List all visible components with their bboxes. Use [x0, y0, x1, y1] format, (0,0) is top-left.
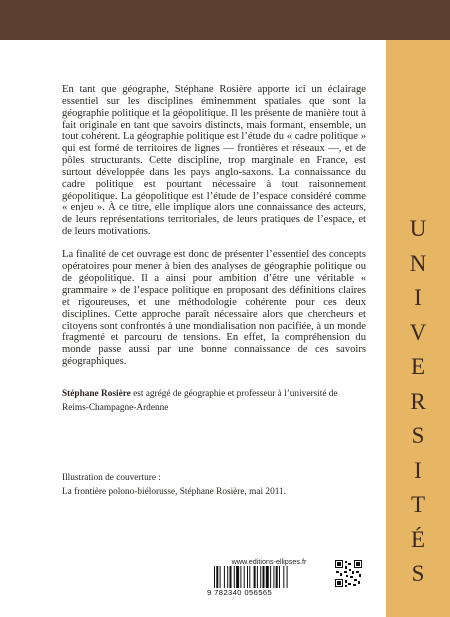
series-letter: S [411, 423, 425, 448]
illustration-heading: Illustration de couverture : [62, 473, 161, 483]
series-letter: V [409, 319, 427, 345]
author-note [62, 388, 366, 415]
series-title-vertical [386, 212, 450, 592]
series-letter: E [410, 354, 426, 379]
series-letter: S [411, 561, 425, 586]
isbn-barcode [214, 566, 324, 588]
series-letter: U [409, 216, 427, 241]
back-cover-blurb [62, 84, 366, 368]
blurb-paragraph: La finalité de cet ouvrage est donc de présenter l’essentiel des concepts opératoires pour mener à bien des analyses de géographie politique ou de géopolitique. Il a ainsi pour ambition d’être une véritable « grammaire » de l’espace politique en proposant des définitions claires et rigoureuses, et une méthodologie cohérente pour ces deux disciplines. Cette approche paraît nécessaire alors que chercheurs et citoyens sont confrontés à une mondialisation non pacifiée, à un monde fragmenté et parcouru de tensions. En effet, la compréhension du monde passe aussi par une bonne connaissance de ces savoirs géographiques. [62, 249, 366, 368]
illustration-caption: La frontière polono-biélorusse, Stéphane Rosière, mai 2011. [62, 486, 287, 497]
series-letter: N [409, 250, 427, 276]
top-color-band [0, 0, 450, 40]
series-letter: I [414, 285, 422, 310]
series-letter: T [410, 492, 426, 517]
qr-code [334, 559, 363, 588]
illustration-credit [62, 472, 366, 499]
author-bio: est agrégé de géographie et professeur à l’université de Reims-Champagne-Ardenne [62, 389, 338, 413]
blurb-paragraph: En tant que géographe, Stéphane Rosière apporte ici un éclairage essentiel sur les disciplines éminemment spatiales que sont la géographie politique et la géopolitique. Il les présente de manière tout à fait originale en tant que savoirs distincts, mais formant, ensemble, un tout cohérent. La géographie politique est l’étude du « cadre politique » qui est formé de territoires de lignes — frontières et réseaux —, et de pôles structurants. Cette discipline, trop marginale en France, est surtout développée dans les pays anglo-saxons. La connaissance du cadre politique est pourtant nécessaire à tout raisonnement géopolitique. La géopolitique est l’étude de l’espace considéré comme « enjeu ». À ce titre, elle implique alors une connaissance des acteurs, de leurs représentations territoriales, de leurs pratiques de l’espace, et de leurs motivations. [62, 84, 366, 238]
series-letter: R [410, 388, 426, 414]
series-letter: I [414, 457, 422, 483]
publisher-website: www.editions-ellipses.fr [231, 557, 307, 566]
author-name: Stéphane Rosière [62, 389, 131, 399]
isbn-number: 9 782340 056565 [207, 588, 273, 597]
series-letter: É [410, 526, 426, 552]
